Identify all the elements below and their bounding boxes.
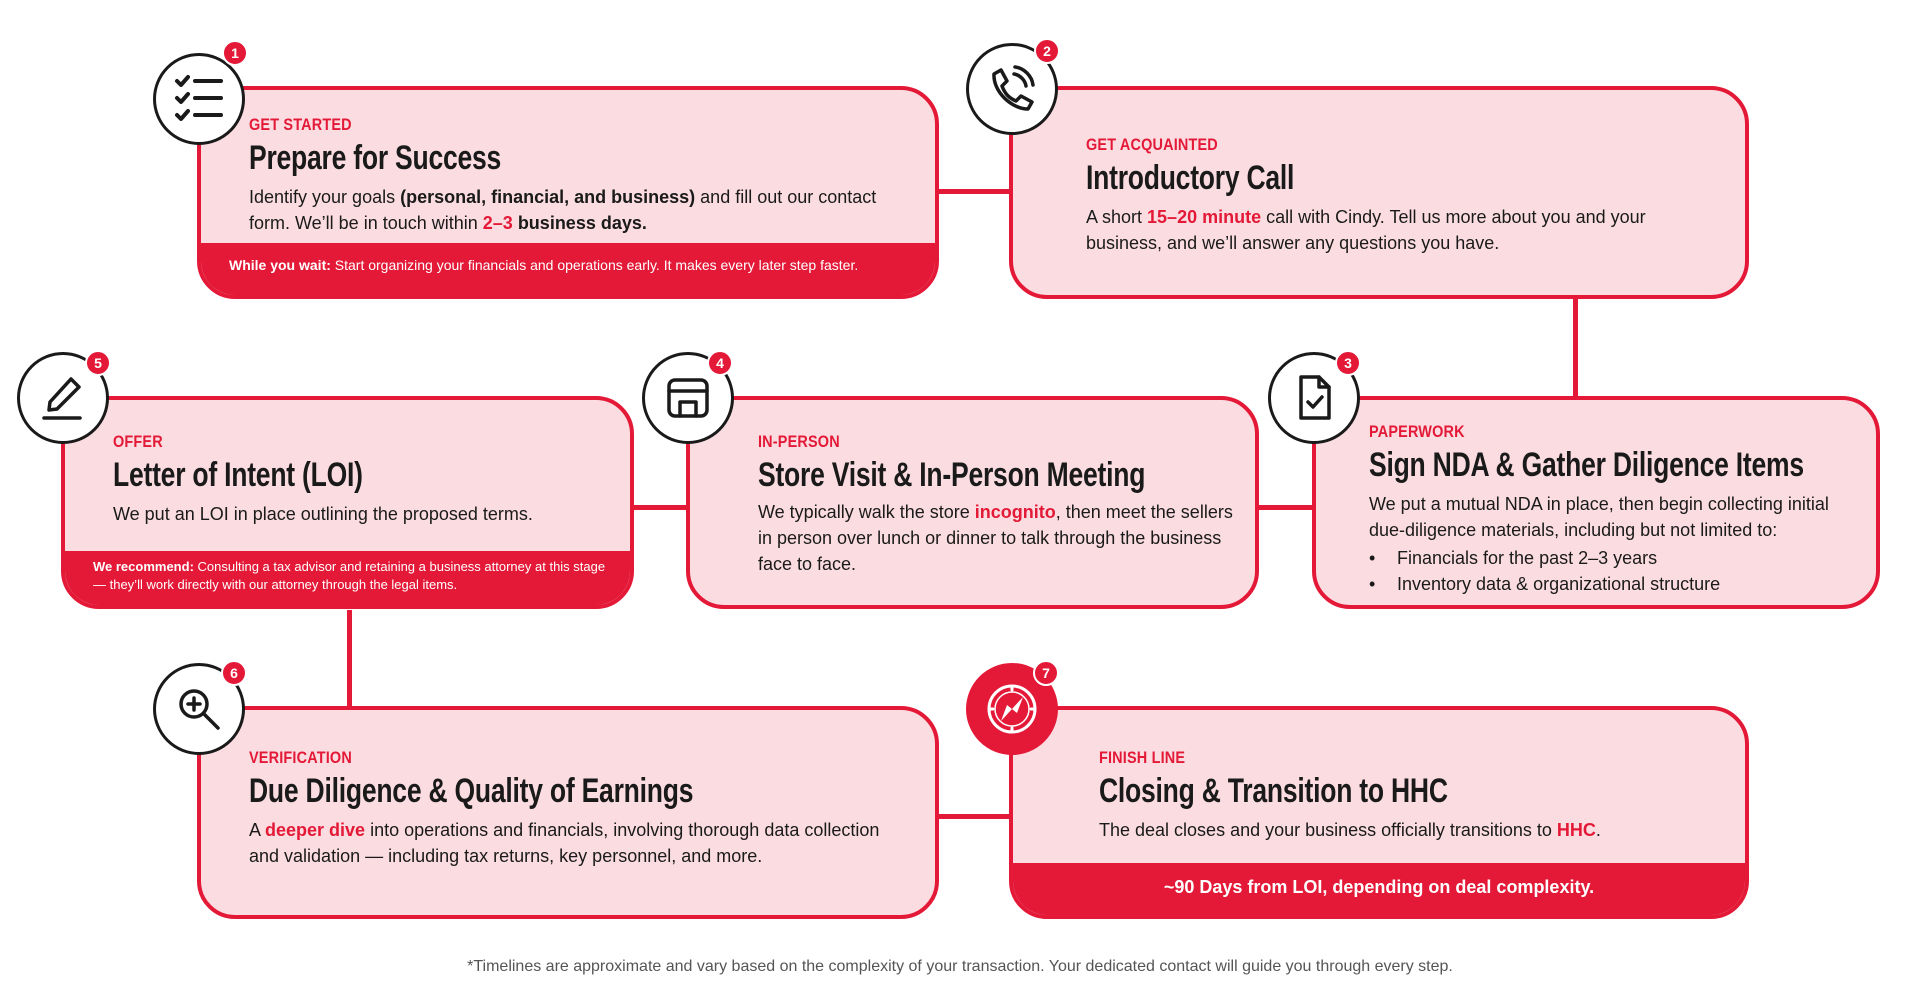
step-card-2 bbox=[1009, 86, 1749, 299]
step-eyebrow: PAPERWORK bbox=[1369, 422, 1465, 441]
store-icon bbox=[663, 373, 713, 423]
step-number-badge-4: 4 bbox=[707, 350, 733, 376]
step-footer-note: We recommend: Consulting a tax advisor and retaining a business attorney at this stage — they’ll work directly with our attorney through the legal items. bbox=[65, 551, 630, 605]
pen-icon bbox=[38, 373, 88, 423]
step-eyebrow: GET STARTED bbox=[249, 115, 352, 134]
connector-1-2 bbox=[935, 189, 1015, 194]
compass-icon bbox=[982, 679, 1042, 739]
step-title: Closing & Transition to HHC bbox=[1099, 772, 1448, 810]
connector-4-5 bbox=[630, 505, 690, 510]
step-description: We put a mutual NDA in place, then begin collecting initial due-diligence materials, including but not limited to: bbox=[1369, 494, 1829, 540]
step-eyebrow: FINISH LINE bbox=[1099, 748, 1186, 767]
step-card-5 bbox=[61, 396, 634, 609]
step-number-badge-6: 6 bbox=[221, 660, 247, 686]
step-description: Identify your goals (personal, financial, and business) and fill out our contact form. We’ll be in touch within 2–3 business days. bbox=[249, 187, 877, 233]
step-footer-note: While you wait: Start organizing your financials and operations early. It makes every later step faster. bbox=[201, 243, 935, 295]
step-number-badge-1: 1 bbox=[222, 40, 248, 66]
connector-2-3 bbox=[1573, 298, 1578, 400]
step-description: A deeper dive into operations and financials, involving thorough data collection and validation — including tax returns, key personnel, and more. bbox=[249, 820, 880, 866]
step-icon-circle-1 bbox=[153, 53, 245, 145]
footnote: *Timelines are approximate and vary based on the complexity of your transaction. Your dedicated contact will guide you through every step. bbox=[467, 958, 1453, 975]
step-description: A short 15–20 minute call with Cindy. Tell us more about you and your business, and we’ll answer any questions you have. bbox=[1086, 207, 1646, 253]
step-card-4 bbox=[686, 396, 1259, 609]
step-eyebrow: IN-PERSON bbox=[758, 432, 840, 451]
step-eyebrow: GET ACQUAINTED bbox=[1086, 135, 1218, 154]
step-card-3 bbox=[1312, 396, 1880, 609]
step-description: We typically walk the store incognito, then meet the sellers in person over lunch or dinner to talk through the business face to face. bbox=[758, 502, 1233, 574]
step-title: Prepare for Success bbox=[249, 139, 502, 177]
step-description: The deal closes and your business officially transitions to HHC. bbox=[1099, 820, 1601, 840]
step-number-badge-5: 5 bbox=[85, 350, 111, 376]
magnifier-plus-icon bbox=[174, 684, 224, 734]
connector-5-6 bbox=[347, 610, 352, 712]
step-footer-note: ~90 Days from LOI, depending on deal complexity. bbox=[1013, 863, 1745, 915]
step-eyebrow: OFFER bbox=[113, 432, 163, 451]
connector-6-7 bbox=[935, 814, 1015, 819]
step-card-7 bbox=[1009, 706, 1749, 919]
step-eyebrow: VERIFICATION bbox=[249, 748, 352, 767]
step-card-6 bbox=[197, 706, 939, 919]
list-item: • Inventory data & organizational structure bbox=[1369, 571, 1869, 597]
step-title: Letter of Intent (LOI) bbox=[113, 456, 363, 494]
connector-3-4 bbox=[1255, 505, 1318, 510]
step-number-badge-3: 3 bbox=[1335, 350, 1361, 376]
step-number-badge-7: 7 bbox=[1033, 660, 1059, 686]
phone-icon bbox=[987, 64, 1037, 114]
step-description: We put an LOI in place outlining the proposed terms. bbox=[113, 504, 533, 524]
step-card-1 bbox=[197, 86, 939, 299]
diligence-items-list bbox=[1369, 545, 1869, 597]
step-title: Introductory Call bbox=[1086, 159, 1295, 197]
document-check-icon bbox=[1289, 373, 1339, 423]
step-title: Store Visit & In-Person Meeting bbox=[758, 456, 1146, 494]
list-item: • Financials for the past 2–3 years bbox=[1369, 545, 1869, 571]
step-title: Due Diligence & Quality of Earnings bbox=[249, 772, 694, 810]
step-number-badge-2: 2 bbox=[1034, 38, 1060, 64]
checklist-icon bbox=[171, 71, 227, 127]
step-title: Sign NDA & Gather Diligence Items bbox=[1369, 446, 1804, 484]
